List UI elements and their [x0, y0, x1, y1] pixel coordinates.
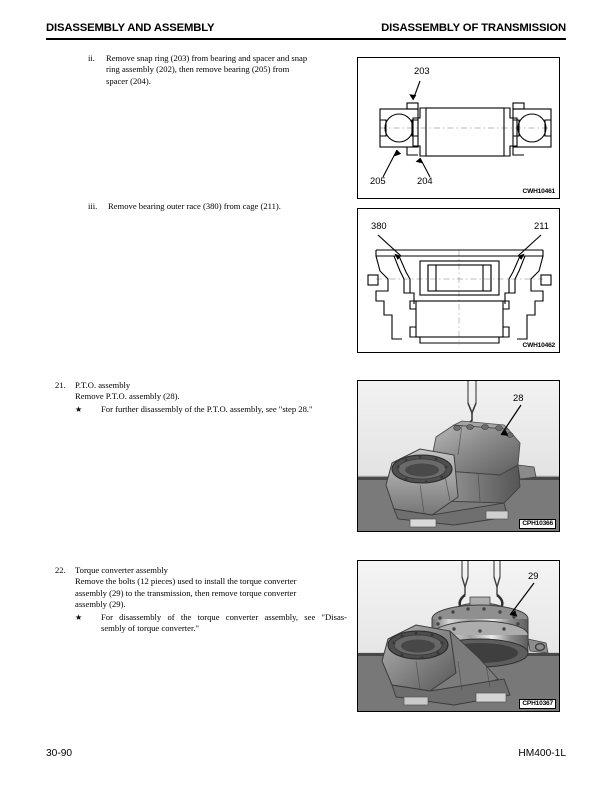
fig4-caption: CPH10367	[519, 699, 556, 709]
arrowhead-203	[409, 94, 416, 100]
footer-page-number: 30-90	[46, 748, 73, 759]
step-22-note-line-1: For disassembly of the torque converter assembly, see "Disas-	[101, 611, 347, 622]
fig2-label-380: 380	[371, 220, 387, 231]
fig1-label-204: 204	[417, 175, 433, 186]
header-right-title: DISASSEMBLY OF TRANSMISSION	[381, 22, 566, 34]
fig3-caption: CPH10366	[519, 519, 556, 529]
page-footer	[46, 748, 566, 759]
step-21-marker: 21.	[55, 380, 66, 390]
item-iii-text: Remove bearing outer race (380) from cage (211).	[108, 201, 281, 211]
figure-pto-assembly-photo	[357, 380, 560, 532]
item-ii-line-3: spacer (204).	[106, 75, 151, 86]
step-21	[55, 380, 355, 415]
fig3-label-28: 28	[513, 392, 524, 403]
leader-211	[518, 235, 541, 256]
header-left-title: DISASSEMBLY AND ASSEMBLY	[46, 22, 215, 34]
star-bullet-icon: ★	[75, 404, 83, 414]
step-21-line-1: Remove P.T.O. assembly (28).	[75, 391, 180, 402]
step-22-line-2: assembly (29) to the transmission, then remove torque converter	[75, 587, 297, 598]
leader-380	[378, 235, 401, 256]
step-22-note	[75, 612, 347, 635]
fig1-drawing	[358, 58, 560, 199]
item-ii-line-1: Remove snap ring (203) from bearing and spacer and snap	[106, 53, 308, 63]
item-iii-marker: iii.	[88, 201, 98, 211]
instruction-item-ii	[88, 53, 334, 87]
fig1-label-205: 205	[370, 175, 386, 186]
step-22-note-line-2: sembly of torque converter."	[101, 623, 200, 634]
step-21-title: P.T.O. assembly	[75, 380, 131, 390]
page-header	[46, 22, 566, 34]
step-22-line-3: assembly (29).	[75, 599, 126, 610]
fig3-photo	[358, 381, 560, 532]
fig4-photo	[358, 561, 560, 712]
leader-205	[383, 150, 397, 177]
item-ii-line-2: ring assembly (202), then remove bearing (205) from	[106, 64, 290, 75]
item-ii-marker: ii.	[88, 53, 95, 63]
header-divider-rule	[46, 38, 566, 40]
instruction-item-iii	[88, 201, 334, 212]
step-22-title: Torque converter assembly	[75, 565, 168, 575]
figure-cage-outer-race-cross-section	[357, 208, 560, 353]
footer-model-number: HM400-1L	[518, 748, 566, 759]
fig1-label-203: 203	[414, 65, 430, 76]
fig4-label-29: 29	[528, 570, 539, 581]
step-21-note	[75, 404, 347, 415]
step-22	[55, 565, 355, 634]
figure-torque-converter-photo	[357, 560, 560, 712]
figure-bearing-spacer-cross-section	[357, 57, 560, 199]
fig2-caption: CWH10462	[522, 342, 555, 349]
star-bullet-icon: ★	[75, 612, 83, 622]
step-22-marker: 22.	[55, 565, 66, 575]
step-21-note-text: For further disassembly of the P.T.O. assembly, see "step 28."	[101, 403, 313, 414]
fig2-label-211: 211	[534, 220, 549, 231]
fig1-caption: CWH10461	[522, 188, 555, 195]
fig2-drawing	[358, 209, 560, 353]
step-22-line-1: Remove the bolts (12 pieces) used to install the torque converter	[75, 576, 297, 587]
